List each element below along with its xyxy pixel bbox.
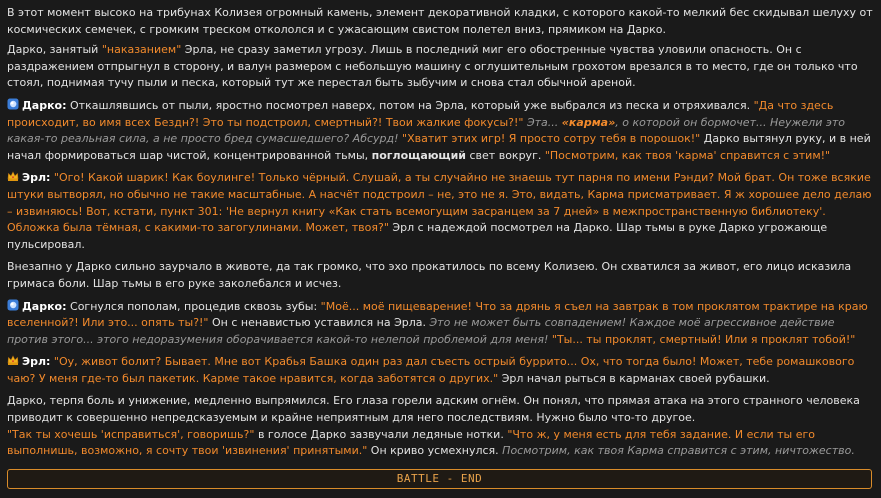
- blue-orb-icon: [7, 299, 19, 311]
- speaker-name-darko: Дарко:: [22, 299, 67, 313]
- speaker-name-earl: Эрл:: [22, 355, 51, 369]
- quote-text: "Оу, живот болит? Бывает. Мне вот Крабья Башка один раз дал съесть острый буррито... Ох, что тогда было! Может, тебе ромашкового чаю? У меня где-то был пакетик. Карме такое нравится, когда заботятся о других.": [7, 355, 855, 385]
- bold-text: поглощающий: [371, 148, 467, 162]
- narration-text: Дарко, терпя боль и унижение, медленно выпрямился. Его глаза горели адским огнём. Он понял, что прямая атака на этого странного человека приводит к совершенно непредсказуемым и крайне неприятным для него последствиям. Нужно было что-то другое.: [7, 394, 860, 425]
- narration-text: Согнулся пополам, процедив сквозь зубы:: [66, 299, 321, 313]
- quote-text: "Хватит этих игр! Я просто сотру тебя в порошок!": [402, 132, 701, 146]
- narration-text: Дарко вытянул руку, и в ней начал формироваться шар чистой, концентрированной тьмы,: [7, 132, 871, 162]
- battle-end-label: BATTLE - END: [396, 471, 483, 485]
- speaker-name-earl: Эрл:: [22, 171, 51, 185]
- quote-text: "Что ж, у меня есть для тебя задание. И если ты его выполнишь, возможно, я сочту твои 'извинения' принятыми.": [7, 427, 815, 458]
- narration-text: в голосе Дарко зазвучали ледяные нотки.: [254, 427, 508, 441]
- thought-text: Эта...: [523, 115, 562, 129]
- earl-turn: [7, 170, 874, 253]
- thought-text: , о которой он бормочет... Неужели это какая-то реальная сила, а не просто бред сумасшедшего? Абсурд!: [7, 115, 846, 146]
- emphasis-text: «карма»: [561, 115, 616, 129]
- earl-turn: [7, 354, 874, 387]
- crown-icon: [7, 170, 19, 182]
- darko-turn: [7, 98, 874, 164]
- quote-text: "Ты... ты проклят, смертный! Или я проклят тобой!": [551, 332, 856, 346]
- narration-paragraph: [7, 259, 874, 292]
- narration-text: свет вокруг.: [466, 148, 545, 162]
- crown-icon: [7, 354, 19, 366]
- darko-turn: [7, 299, 874, 349]
- narration-text: Дарко, занятый: [7, 43, 102, 57]
- quote-text: "Так ты хочешь 'исправиться', говоришь?": [7, 427, 255, 441]
- battle-end-button[interactable]: [7, 469, 872, 489]
- quote-text: "Посмотрим, как твоя 'карма' справится с этим!": [544, 148, 831, 162]
- narration-paragraph: [7, 5, 874, 38]
- narration-text: В этот момент высоко на трибунах Колизея огромный камень, элемент декоративной кладки, с которого какой-то мелкий бес скидывал шелуху от космических семечек, с громким треском откололся и с ужасающим свистом полетел вниз, прямиком на Дарко.: [7, 6, 873, 36]
- thought-text: Это не может быть совпадением! Каждое моё агрессивное действие против этого... этого недоразумения оборачивается какой-то нелепой проблемой для меня!: [7, 316, 835, 346]
- quote-text: "наказанием": [101, 43, 182, 57]
- narration-text: Он с ненавистью уставился на Эрла.: [208, 316, 430, 330]
- narration-text: Эрл с надеждой посмотрел на Дарко. Шар тьмы в руке Дарко угрожающе пульсировал.: [7, 221, 828, 251]
- narration-text: Он криво усмехнулся.: [367, 444, 503, 458]
- quote-text: "Ого! Какой шарик! Как боулинге! Только чёрный. Слушай, а ты случайно не знаешь тут парня по имени Рэнди? Мой брат. Он тоже всякие штуки вытворял, но обычно не такие масштабные. А насчёт подстроил – не, это не я. Это, видать, Карма присматривает. Я ж хорошее дело делаю – извиняюсь! Вот, кстати, пункт 301: 'Не вернул книгу «Как стать всемогущим засранцем за 7 дней» в межпространственную библиотеку'. Обложка была тёмная, с какими-то загогулинами. Может, твоя?": [7, 171, 872, 235]
- speaker-name-darko: Дарко:: [22, 98, 67, 112]
- quote-text: "Да что здесь происходит, во имя всех Бездн?! Это ты подстроил, смертный?! Твои жалкие фокусы?!": [7, 98, 834, 129]
- narration-paragraph: [7, 393, 874, 459]
- narration-text: Внезапно у Дарко сильно заурчало в животе, да так громко, что эхо прокатилось по всему Колизею. Он схватился за живот, его лицо исказила гримаса боли. Шар тьмы в его руке заколебался и исчез.: [7, 260, 852, 290]
- narration-text: Эрл начал рыться в карманах своей рубашки.: [498, 371, 770, 385]
- blue-orb-icon: [7, 98, 19, 110]
- quote-text: "Моё... моё пищеварение! Что за дрянь я съел на завтрак в том проклятом трактире на краю вселенной?! Или это... опять ты?!": [7, 299, 868, 330]
- thought-text: Посмотрим, как твоя Карма справится с этим, ничтожество.: [502, 444, 855, 458]
- narration-text: Эрла, не сразу заметил угрозу. Лишь в последний миг его обостренные чувства уловили опасность. Он с раздражением отпрыгнул в сторону, и валун размером с небольшую машину с оглушительным грохотом врезался в то место, где он только что стоял, поднимая тучу пыли и песка, который тут же перестал быть зыбучим и снова стал обычной ареной.: [7, 43, 858, 90]
- narration-text: Откашлявшись от пыли, яростно посмотрел наверх, потом на Эрла, который уже выбрался из песка и отряхивался.: [66, 98, 754, 112]
- narration-paragraph: [7, 42, 874, 92]
